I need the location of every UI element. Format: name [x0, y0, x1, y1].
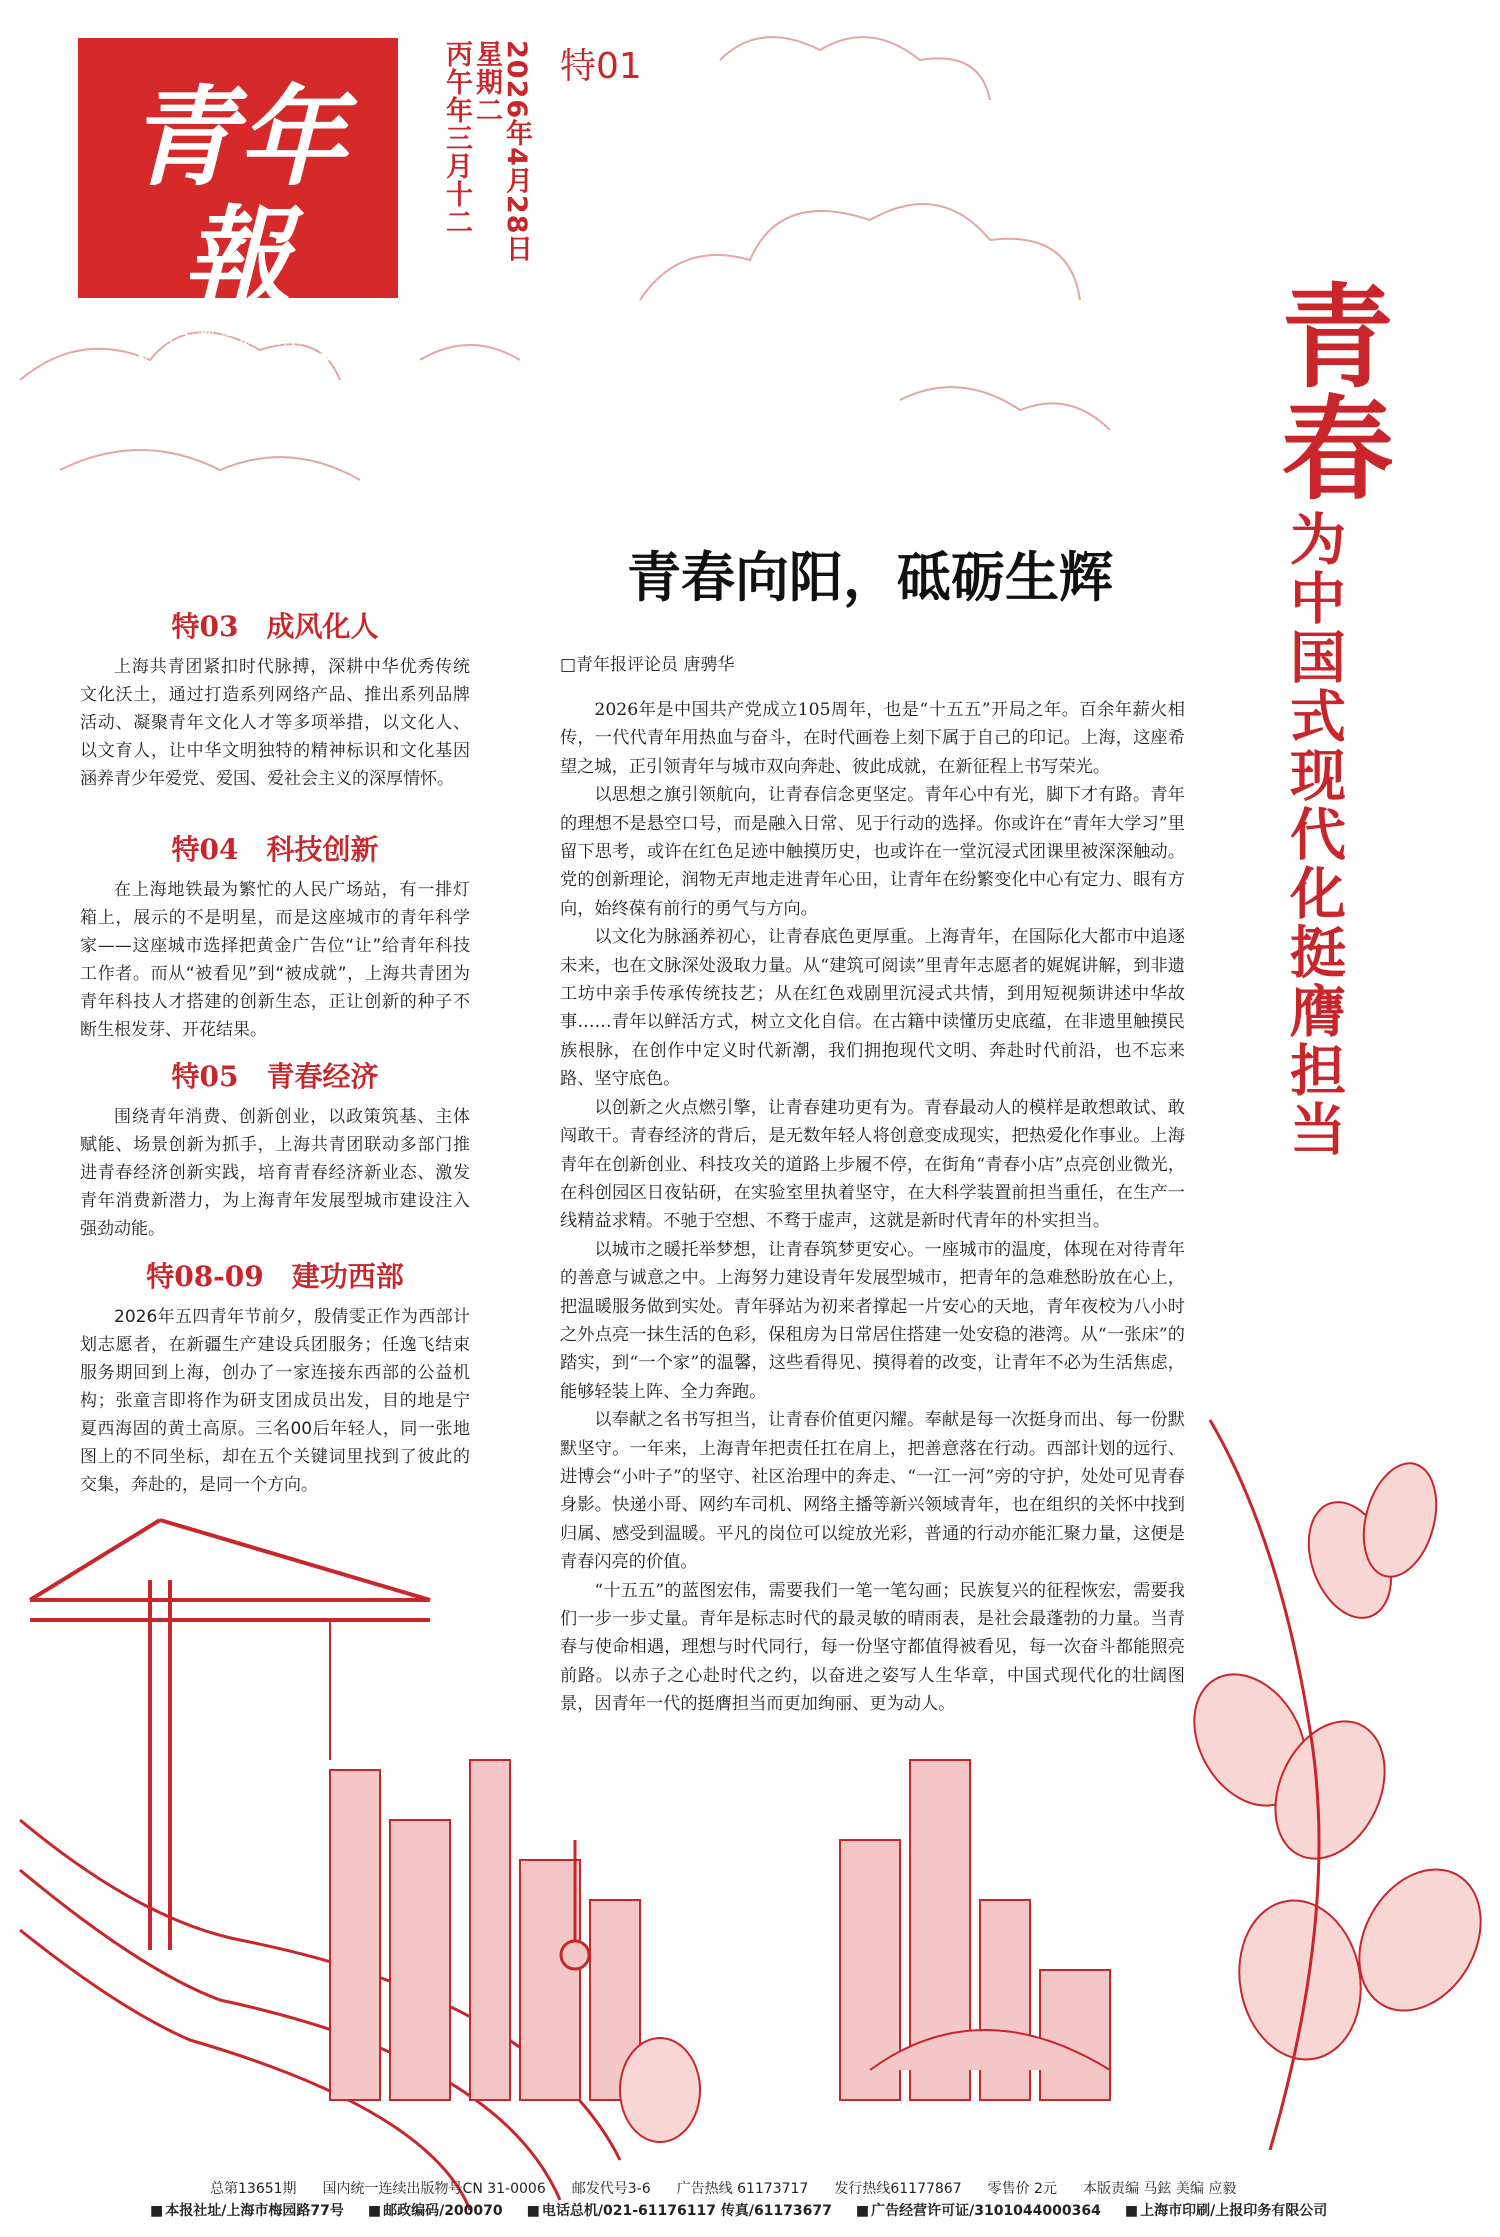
article-paragraph: 以城市之暖托举梦想，让青春筑梦更安心。一座城市的温度，体现在对待青年的善意与诚意之中。上海努力建设青年发展型城市，把青年的急难愁盼放在心上，把温暖服务做到实处。青年驿站为初来者撑起一片安心的天地，青年夜校为八小时之外点亮一抹生活的色彩，保租房为日常居住搭建一处安稳的港湾。从“一张床”的踏实，到“一个家”的温馨，这些看得见、摸得着的改变，让青年不必为生活焦虑，能够轻装上阵、全力奔跑。: [560, 1239, 1185, 1402]
footer-item: ■ 广告经营许可证/3101044000364: [856, 2200, 1101, 2222]
teaser-title: 特04 科技创新: [171, 833, 379, 866]
date-gregorian: 2026年4月28日: [501, 40, 532, 263]
article-paragraph: 以奉献之名书写担当，让青春价值更闪耀。奉献是每一次挺身而出、每一份默默坚守。一年来，上海青年把责任扛在肩上，把善意落在行动。西部计划的远行、进博会“小叶子”的坚守、社区治理中的奔走、“一江一河”旁的守护，处处可见青春身影。快递小哥、网约车司机、网络主播等新兴领域青年，也在组织的关怀中找到归属、感受到温暖。平凡的岗位可以绽放光彩，普通的行动亦能汇聚力量，这便是青春闪亮的价值。: [560, 1410, 1185, 1573]
sidebar-teaser-west[interactable]: [80, 1255, 470, 1499]
theme-subtitle: 为中国式现代化挺膺担当: [1281, 510, 1347, 1159]
teaser-title: 特08-09 建功西部: [146, 1260, 404, 1293]
article-paragraph: 以文化为脉涵养初心，让青春底色更厚重。上海青年，在国际化大都市中追逐未来，也在文脉深处汲取力量。从“建筑可阅读”里青年志愿者的娓娓讲解，到非遗工坊中亲手传承传统技艺；从在红色戏剧里沉浸式共情，到用短视频讲述中华故事……青年以鲜活方式，树立文化自信。在古籍中读懂历史底蕴，在非遗里触摸民族根脉，在创作中定义时代新潮，我们拥抱现代文明、奔赴时代前沿，也不忘来路、坚守底色。: [560, 927, 1185, 1090]
footer-item: ■ 上海市印刷/上报印务有限公司: [1125, 2200, 1327, 2222]
masthead-logo: 青年報: [127, 75, 348, 321]
footer-item: ■ 本报社址/上海市梅园路77号: [150, 2200, 344, 2222]
article-paragraph: “十五五”的蓝图宏伟，需要我们一笔一笔勾画；民族复兴的征程恢宏，需要我们一步一步丈量。青年是标志时代的最灵敏的晴雨表，是社会最蓬勃的力量。当青春与使命相遇，理想与时代同行，每一份坚守都值得被看见，每一次奋斗都能照亮前路。以赤子之心赴时代之约，以奋进之姿写人生华章，中国式现代化的壮阔图景，因青年一代的挺膺担当而更加绚丽、更为动人。: [560, 1580, 1185, 1715]
footer-item: 本版责编 马鉉 美编 应毅: [1082, 2181, 1237, 2197]
footer-item: 国内统一连续出版物号CN 31-0006: [322, 2181, 546, 2197]
article-paragraph: 以思想之旗引领航向，让青春信念更坚定。青年心中有光，脚下才有路。青年的理想不是悬空口号，而是融入日常、见于行动的选择。你或许在“青年大学习”里留下思考，或许在红色足迹中触摸历史，也或许在一堂沉浸式团课里被深深触动。党的创新理论，润物无声地走进青年心田，让青年在纷繁变化中心有定力、眼有方向，始终葆有前行的勇气与方向。: [560, 785, 1185, 919]
teaser-title: 特05 青春经济: [171, 1060, 379, 1093]
page-footer: [150, 2178, 1440, 2222]
footer-contact-info: [150, 2200, 1440, 2222]
teaser-body: 在上海地铁最为繁忙的人民广场站，有一排灯箱上，展示的不是明星，而是这座城市的青年科学家——这座城市选择把黄金广告位“让”给青年科技工作者。而从“被看见”到“被成就”，上海共青团为青年科技人才搭建的创新生态，正让创新的种子不断生根发芽、开花结果。: [80, 880, 470, 1040]
article-paragraph: 2026年是中国共产党成立105周年，也是“十五五”开局之年。百余年薪火相传，一代代青年用热血与奋斗，在时代画卷上刻下属于自己的印记。上海，这座希望之城，正引领青年与城市双向奔赴、彼此成就，在新征程上书写荣光。: [560, 700, 1185, 777]
teaser-title: 特03 成风化人: [171, 610, 379, 643]
footer-item: 发行热线61177867: [834, 2181, 962, 2197]
sidebar-teaser-culture[interactable]: [80, 605, 470, 793]
article-byline: □青年报评论员 唐骋华: [560, 655, 735, 675]
article-headline: 青春向阳，砥砺生辉: [627, 545, 1113, 609]
sidebar-teaser-tech[interactable]: [80, 828, 470, 1044]
page-number: 特01: [560, 46, 642, 87]
article-paragraph: 以创新之火点燃引擎，让青春建功更有为。青春最动人的模样是敢想敢试、敢闯敢干。青春经济的背后，是无数年轻人将创意变成现实，把热爱化作事业。上海青年在创新创业、科技攻关的道路上步履不停，在街角“青春小店”点亮创业微光，在科创园区日夜钻研，在实验室里执着坚守，在大科学装置前担当重任，在生产一线精益求精。不驰于空想、不骛于虚声，这就是新时代青年的朴实担当。: [560, 1097, 1185, 1232]
masthead: [78, 38, 398, 371]
teaser-body: 2026年五四青年节前夕，殷倩雯正作为西部计划志愿者，在新疆生产建设兵团服务；任逸飞结束服务期回到上海，创办了一家连接东西部的公益机构；张童言即将作为研支团成员出发，目的地是宁夏西海固的黄土高原。三名00后年轻人，同一张地图上的不同坐标，却在五个关键词里找到了彼此的交集，奔赴的，是同一个方向。: [80, 1307, 470, 1495]
teaser-body: 上海共青团紧扣时代脉搏，深耕中华优秀传统文化沃土，通过打造系列网络产品、推出系列品牌活动、凝聚青年文化人才等多项举措，以文化人、以文育人，让中华文明独特的精神标识和文化基因涵养青少年爱党、爱国、爱社会主义的深厚情怀。: [80, 657, 470, 789]
footer-item: 邮发代号3-6: [571, 2181, 651, 2197]
theme-title: 青春: [1263, 278, 1394, 502]
footer-item: ■ 电话总机/021-61176117 传真/61173677: [527, 2200, 832, 2222]
date-lunar: 丙午年三月十二: [441, 40, 472, 236]
masthead-slogan: 服务大都会最活跃人群: [138, 329, 338, 349]
footer-item: ■ 邮政编码/200070: [368, 2200, 503, 2222]
masthead-english-name: YOUTH DAILY: [137, 351, 339, 371]
teaser-body: 围绕青年消费、创新创业，以政策筑基、主体赋能、场景创新为抓手，上海共青团联动多部门推进青春经济创新实践，培育青春经济新业态、激发青年消费新潜力，为上海青年发展型城市建设注入强劲动能。: [80, 1107, 470, 1239]
article-body: [560, 696, 1185, 1719]
footer-publication-info: [150, 2178, 1440, 2200]
footer-item: 广告热线 61173717: [676, 2181, 809, 2197]
date-weekday: 星期二: [471, 40, 502, 124]
footer-item: 总第13651期: [210, 2181, 297, 2197]
sidebar-teaser-economy[interactable]: [80, 1055, 470, 1243]
footer-item: 零售价 2元: [987, 2181, 1057, 2197]
